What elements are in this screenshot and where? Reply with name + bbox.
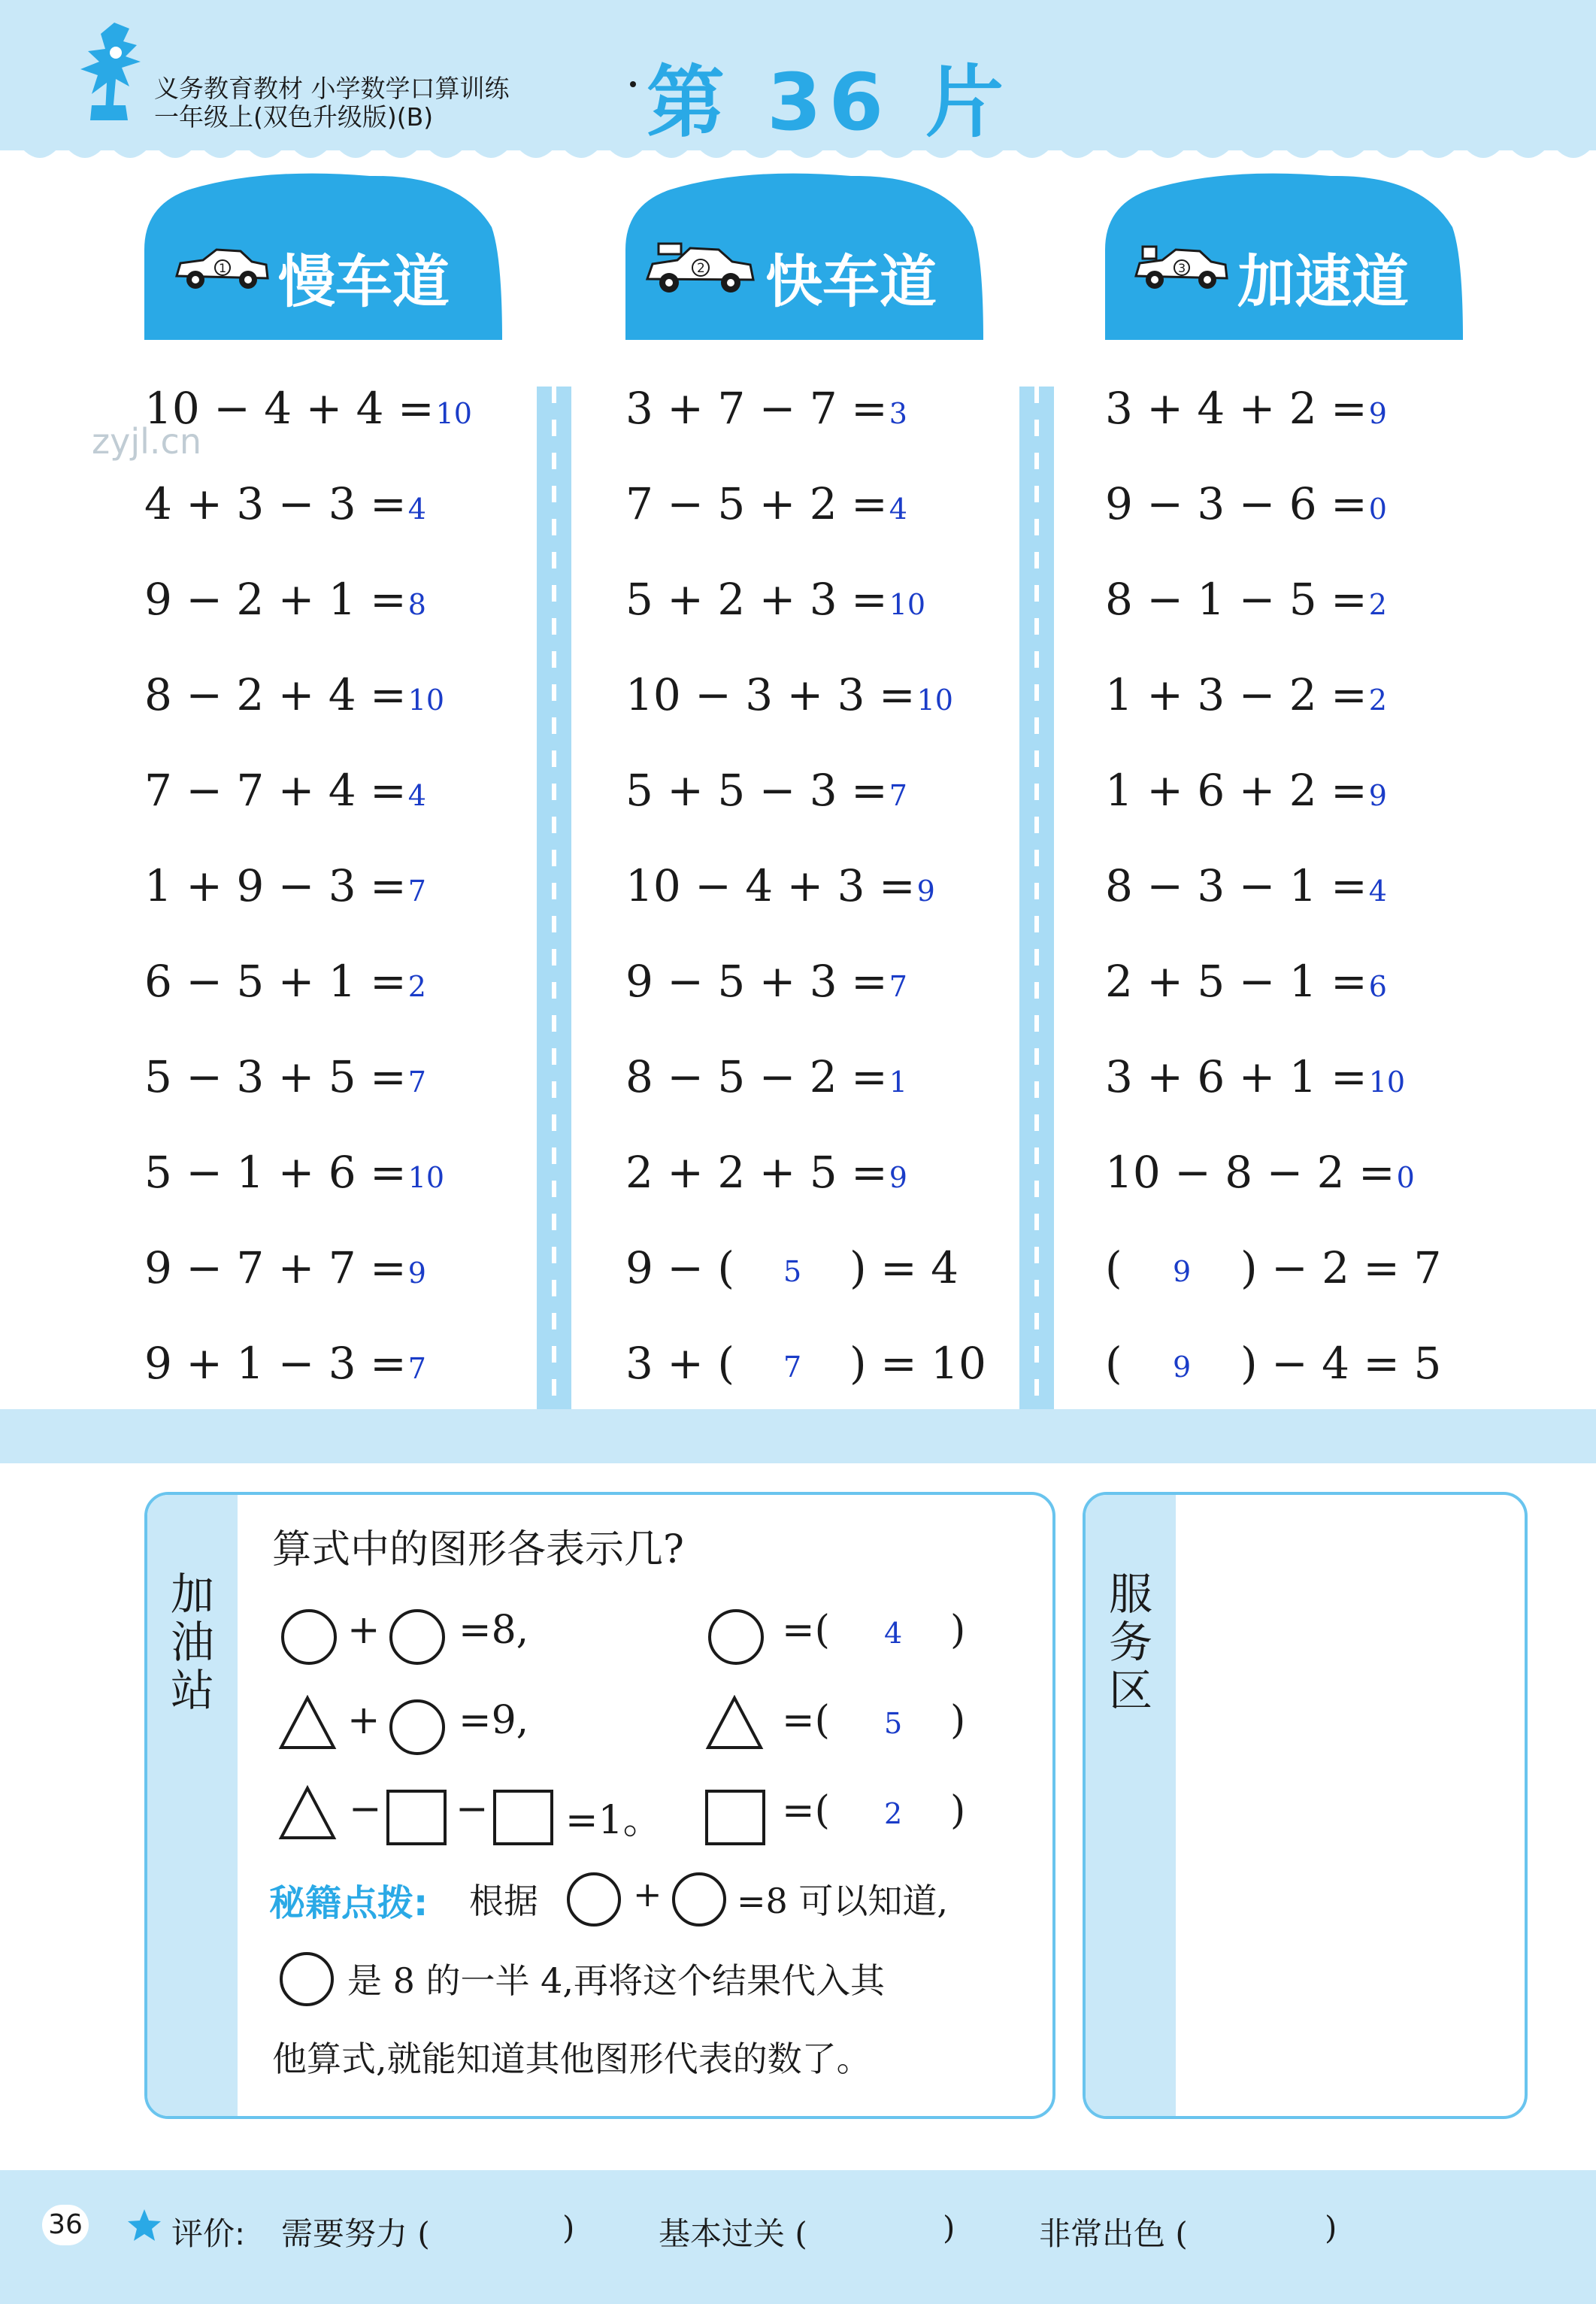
equation-expression: 9 − 2 + 1 = [144, 574, 407, 625]
equation-row [1105, 1051, 1406, 1102]
tab-fast-lane-label: 快车道 [765, 248, 937, 315]
equation-answer: 2 [1368, 588, 1387, 621]
equation-expression: 3 + 7 − 7 = [625, 383, 888, 434]
divider-band [0, 1409, 1596, 1463]
tip-line1-a: 根据 [469, 1881, 538, 1921]
circle-value: 4 [884, 1617, 903, 1650]
ans-open-3: =( [782, 1788, 830, 1833]
rating-option-excellent: 非常出色 ( [1039, 2215, 1188, 2252]
equation-row [144, 956, 426, 1007]
rating-option-excellent-close: ) [1325, 2209, 1337, 2246]
circle-shape-icon [389, 1609, 445, 1665]
fuel-eq1-result: =8, [459, 1608, 529, 1653]
fill-equation-prefix: 3 + ( [625, 1338, 734, 1389]
ans-close-3: ) [950, 1788, 966, 1833]
equation-answer: 9 [1368, 397, 1387, 430]
square-shape-icon [705, 1790, 765, 1845]
tip-line2: 是 8 的一半 4,再将这个结果代入其 [347, 1960, 886, 2001]
equation-answer: 10 [435, 397, 472, 430]
equation-row [1105, 669, 1387, 720]
plus-sign-1: + [347, 1608, 380, 1653]
equation-expression: 8 − 1 − 5 = [1105, 574, 1367, 625]
service-area-label: 服务区 [1108, 1569, 1152, 1716]
page-number: 36 [42, 2205, 89, 2245]
tab-slow-lane [144, 167, 502, 340]
equation-row [625, 574, 926, 625]
equation-expression: 5 − 1 + 6 = [144, 1147, 407, 1198]
equation-row [144, 1147, 445, 1198]
circle-shape-icon [280, 1952, 334, 2006]
fill-equation-prefix: ( [1105, 1242, 1122, 1293]
circle-shape-icon [708, 1609, 764, 1665]
equation-answer: 10 [916, 684, 953, 717]
ans-open-1: =( [782, 1608, 830, 1653]
triangle-shape-icon [705, 1695, 764, 1751]
equation-answer: 4 [407, 779, 426, 812]
service-area-panel [1083, 1492, 1528, 2119]
equation-expression: 10 − 4 + 3 = [625, 860, 916, 911]
equation-expression: 1 + 9 − 3 = [144, 860, 407, 911]
tab-acceleration-lane [1105, 167, 1463, 340]
equation-expression: 8 − 3 − 1 = [1105, 860, 1367, 911]
equation-answer: 8 [407, 588, 426, 621]
equation-answer: 9 [916, 875, 935, 908]
ans-open-2: =( [782, 1698, 830, 1743]
race-car-1-icon [173, 242, 271, 295]
equation-row [1105, 478, 1387, 529]
equation-answer: 4 [407, 493, 426, 526]
equation-expression: 8 − 2 + 4 = [144, 669, 407, 720]
car-number-2: 2 [697, 261, 705, 276]
rating-label: 评价: [171, 2215, 246, 2252]
equation-expression: 4 + 3 − 3 = [144, 478, 407, 529]
equation-answer: 7 [407, 1066, 426, 1099]
equation-row [144, 860, 426, 911]
equation-expression: 7 − 5 + 2 = [625, 478, 888, 529]
minus-sign-2: − [456, 1787, 489, 1832]
equation-row [144, 383, 472, 434]
square-value: 2 [884, 1797, 903, 1830]
fill-equation-prefix: 9 − ( [625, 1242, 734, 1293]
triangle-shape-icon [278, 1785, 337, 1841]
circle-shape-icon [672, 1872, 726, 1927]
equation-answer: 7 [889, 970, 907, 1003]
equation-row [144, 1338, 426, 1389]
race-car-3-icon [1132, 242, 1230, 295]
equation-answer: 10 [407, 1161, 445, 1194]
circle-shape-icon [281, 1609, 337, 1665]
equation-answer: 7 [889, 779, 907, 812]
equation-expression: 9 + 1 − 3 = [144, 1338, 407, 1389]
book-title-line2: 一年级上(双色升级版)(B) [154, 102, 434, 132]
equation-row [625, 383, 907, 434]
equation-row [625, 669, 953, 720]
equation-row [144, 1242, 426, 1293]
tip-line1-b: =8 可以知道, [737, 1881, 949, 1921]
equation-answer: 10 [889, 588, 926, 621]
equation-expression: 3 + 6 + 1 = [1105, 1051, 1367, 1102]
plus-sign-3: + [633, 1874, 662, 1914]
equation-answer: 2 [407, 970, 426, 1003]
equation-answer: 9 [889, 1161, 907, 1194]
equation-row [144, 669, 445, 720]
equation-row [625, 860, 935, 911]
equation-answer: 10 [407, 684, 445, 717]
minus-sign-1: − [349, 1787, 382, 1832]
circle-shape-icon [389, 1699, 445, 1755]
fill-equation-suffix: ) − 2 = 7 [1240, 1242, 1442, 1293]
tab-fast-lane [625, 167, 983, 340]
fill-equation-suffix: ) = 10 [849, 1338, 986, 1389]
race-car-2-icon [644, 238, 756, 298]
equation-expression: 5 − 3 + 5 = [144, 1051, 407, 1102]
header-dot [630, 81, 636, 87]
lane-divider-right [1019, 387, 1054, 1409]
equation-expression: 9 − 5 + 3 = [625, 956, 888, 1007]
equation-expression: 2 + 2 + 5 = [625, 1147, 888, 1198]
fill-equation-answer: 7 [783, 1351, 802, 1384]
book-title-line1: 义务教育教材 小学数学口算训练 [154, 74, 510, 103]
fill-equation-suffix: ) = 4 [849, 1242, 959, 1293]
fuel-eq2-result: =9, [459, 1698, 529, 1743]
fill-equation-suffix: ) − 4 = 5 [1240, 1338, 1442, 1389]
plus-sign-2: + [347, 1698, 380, 1743]
equation-row [1105, 860, 1387, 911]
equation-answer: 9 [1368, 779, 1387, 812]
equation-row [144, 478, 426, 529]
page-heading: 第 36 片 [647, 56, 1012, 148]
equation-answer: 9 [407, 1257, 426, 1290]
equation-row [1105, 956, 1387, 1007]
equation-answer: 4 [889, 493, 907, 526]
equation-expression: 8 − 5 − 2 = [625, 1051, 888, 1102]
equation-answer: 7 [407, 1352, 426, 1385]
equation-row [1105, 1147, 1415, 1198]
rating-option-pass: 基本过关 ( [659, 2215, 807, 2252]
rating-option-needs-effort-close: ) [562, 2209, 575, 2246]
mascot-logo-icon [69, 15, 159, 128]
equation-row [625, 478, 907, 529]
circle-shape-icon [567, 1872, 621, 1927]
equation-expression: 10 − 8 − 2 = [1105, 1147, 1395, 1198]
equation-row [144, 574, 426, 625]
rating-option-pass-close: ) [943, 2209, 955, 2246]
rating-option-needs-effort: 需要努力 ( [281, 2215, 430, 2252]
equation-expression: 6 − 5 + 1 = [144, 956, 407, 1007]
equation-expression: 10 − 3 + 3 = [625, 669, 916, 720]
tip-title: 秘籍点拨: [269, 1882, 429, 1924]
equation-row [625, 765, 907, 816]
triangle-shape-icon [278, 1695, 337, 1751]
ans-close-1: ) [950, 1608, 966, 1653]
equation-expression: 3 + 4 + 2 = [1105, 383, 1367, 434]
watermark: zyjl.cn [92, 421, 201, 462]
equation-answer: 4 [1368, 875, 1387, 908]
fuel-station-label: 加油站 [170, 1569, 214, 1716]
lane-divider-left [537, 387, 571, 1409]
equation-row [625, 1147, 907, 1198]
tip-line3: 他算式,就能知道其他图形代表的数了。 [272, 2039, 871, 2079]
equation-row [1105, 383, 1387, 434]
car-number-1: 1 [219, 261, 227, 275]
equation-row [625, 1051, 907, 1102]
equation-answer: 0 [1396, 1161, 1415, 1194]
triangle-value: 5 [884, 1707, 903, 1740]
tab-acceleration-lane-label: 加速道 [1237, 248, 1409, 315]
ans-close-2: ) [950, 1698, 966, 1743]
equation-answer: 7 [407, 875, 426, 908]
equation-row [1105, 574, 1387, 625]
equation-answer: 3 [889, 397, 907, 430]
equation-expression: 9 − 7 + 7 = [144, 1242, 407, 1293]
equation-row [144, 765, 426, 816]
equation-expression: 10 − 4 + 4 = [144, 383, 435, 434]
equation-answer: 10 [1368, 1066, 1406, 1099]
fill-equation-answer: 9 [1173, 1351, 1192, 1384]
equation-expression: 1 + 3 − 2 = [1105, 669, 1367, 720]
equation-row [625, 956, 907, 1007]
equation-expression: 9 − 3 − 6 = [1105, 478, 1367, 529]
fuel-eq3-result: =1。 [565, 1798, 662, 1843]
tab-slow-lane-label: 慢车道 [278, 248, 450, 315]
equation-expression: 5 + 5 − 3 = [625, 765, 888, 816]
star-icon [126, 2208, 162, 2242]
equation-row [1105, 765, 1387, 816]
fill-equation-prefix: ( [1105, 1338, 1122, 1389]
equation-row [144, 1051, 426, 1102]
equation-answer: 6 [1368, 970, 1387, 1003]
equation-answer: 0 [1368, 493, 1387, 526]
equation-expression: 7 − 7 + 4 = [144, 765, 407, 816]
equation-answer: 2 [1368, 684, 1387, 717]
equation-expression: 2 + 5 − 1 = [1105, 956, 1367, 1007]
car-number-3: 3 [1178, 261, 1186, 275]
equation-expression: 5 + 2 + 3 = [625, 574, 888, 625]
square-shape-icon [493, 1790, 553, 1845]
fill-equation-answer: 9 [1173, 1255, 1192, 1288]
fuel-question: 算式中的图形各表示几? [272, 1527, 684, 1572]
equation-expression: 1 + 6 + 2 = [1105, 765, 1367, 816]
square-shape-icon [386, 1790, 447, 1845]
equation-answer: 1 [889, 1066, 907, 1099]
fill-equation-answer: 5 [783, 1255, 802, 1288]
